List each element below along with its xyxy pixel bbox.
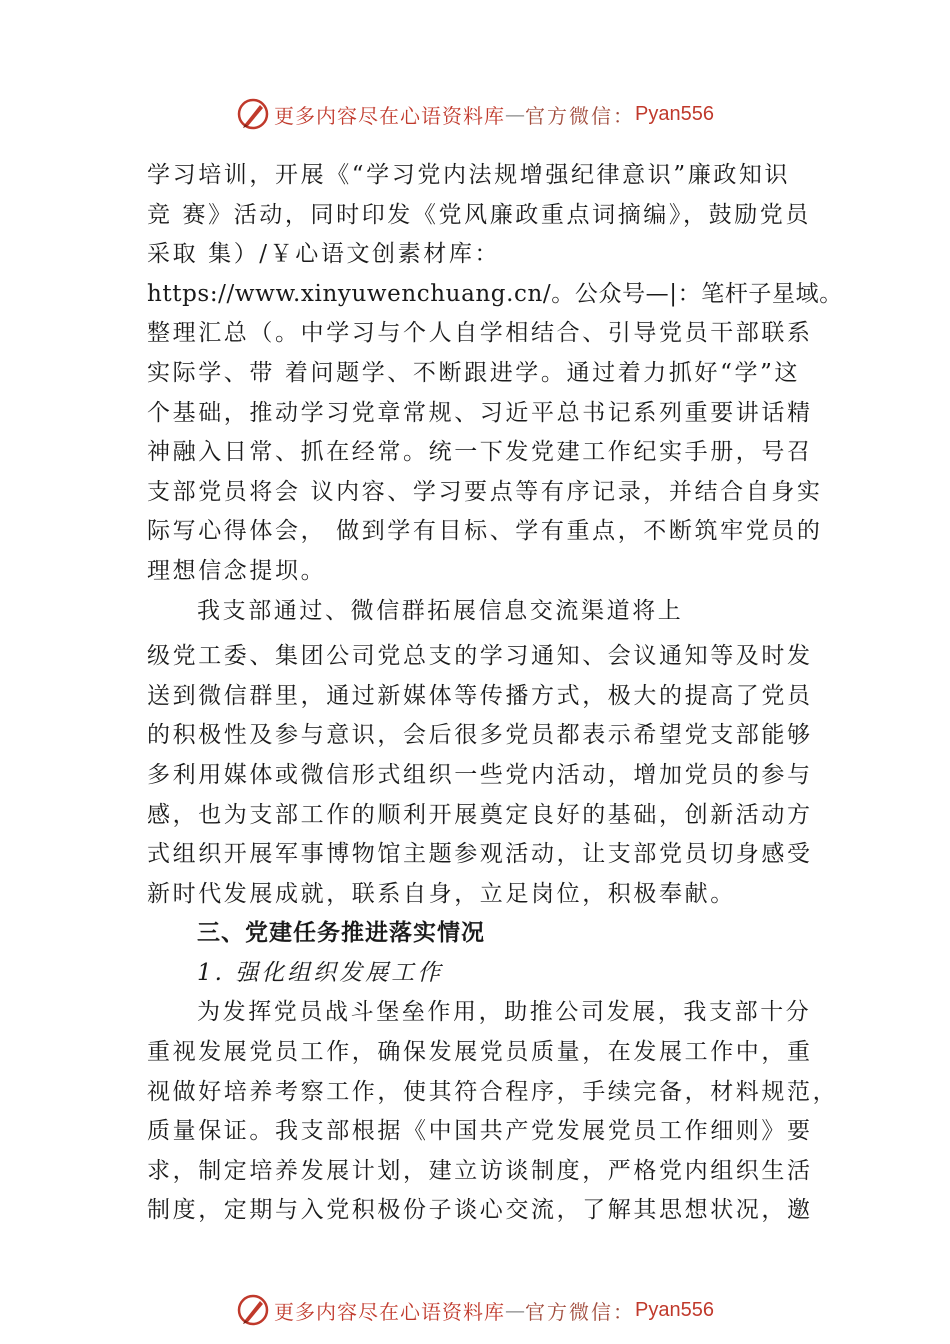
text-line: 我支部通过、微信群拓展信息交流渠道将上 bbox=[197, 597, 684, 624]
text-line: 视做好培养考察工作，使其符合程序，手续完备，材料规范， bbox=[147, 1078, 839, 1105]
text-line-url: https://www.xinyuwenchuang.cn/。公众号—|：笔杆子星域。 bbox=[147, 280, 843, 307]
paragraph-4 bbox=[147, 993, 837, 1231]
banner-dash: — bbox=[505, 1298, 526, 1322]
text-line: 式组织开展军事博物馆主题参观活动，让支部党员切身感受 bbox=[147, 841, 813, 868]
text-line: 的积极性及参与意识，会后很多党员都表示希望党支部能够 bbox=[147, 722, 813, 749]
text-line: 感，也为支部工作的顺利开展奠定良好的基础，创新活动方 bbox=[147, 801, 813, 828]
text-line: 质量保证。我支部根据《中国共产党发展党员工作细则》要 bbox=[147, 1118, 813, 1145]
text-line: 神融入日常、抓在经常。统一下发党建工作纪实手册，号召 bbox=[147, 439, 813, 466]
text-line: 新时代发展成就，联系自身，立足岗位，积极奉献。 bbox=[147, 880, 736, 907]
section-heading: 三、党建任务推进落实情况 bbox=[197, 920, 485, 947]
banner-title: 更多内容尽在心语资料库 bbox=[274, 103, 506, 128]
paragraph-1 bbox=[147, 156, 843, 592]
pen-logo-icon bbox=[236, 1293, 270, 1327]
header-banner bbox=[0, 94, 950, 134]
text-line: 竞 赛》活动，同时印发《党风廉政重点词摘编》，鼓励党员 bbox=[147, 201, 812, 228]
text-line: 实际学、带 着问题学、不断跟进学。通过着力抓好“学”这 bbox=[147, 359, 801, 386]
text-line: 多利用媒体或微信形式组织一些党内活动，增加党员的参与 bbox=[147, 761, 813, 788]
text-line: 为发挥党员战斗堡垒作用，助推公司发展，我支部十分 bbox=[197, 999, 812, 1026]
banner-wechat-label: 官方微信： bbox=[525, 103, 636, 128]
subsection-heading: 1. 强化组织发展工作 bbox=[197, 959, 444, 986]
banner-title: 更多内容尽在心语资料库 bbox=[274, 1299, 506, 1324]
banner-wechat-id: Pyan556 bbox=[635, 1298, 714, 1321]
text-line: 整理汇总（。中学习与个人自学相结合、引导党员干部联系 bbox=[147, 320, 813, 347]
footer-banner bbox=[0, 1290, 950, 1330]
banner-wechat-id: Pyan556 bbox=[635, 102, 714, 125]
text-line: 个基础，推动学习党章常规、习近平总书记系列重要讲话精 bbox=[147, 399, 813, 426]
text-line: 支部党员将会 议内容、学习要点等有序记录，并结合自身实 bbox=[147, 478, 823, 505]
text-line: 采取 集）/￥心语文创素材库： bbox=[147, 241, 501, 268]
paragraph-2 bbox=[147, 592, 837, 632]
text-line: 送到微信群里，通过新媒体等传播方式，极大的提高了党员 bbox=[147, 682, 813, 709]
text-line: 求，制定培养发展计划，建立访谈制度，严格党内组织生活 bbox=[147, 1157, 813, 1184]
banner-dash: — bbox=[505, 102, 526, 126]
text-line: 制度，定期与入党积极份子谈心交流，了解其思想状况，邀 bbox=[147, 1197, 813, 1224]
text-line: 际写心得体会， 做到学有目标、学有重点，不断筑牢党员的 bbox=[147, 518, 823, 545]
text-line: 重视发展党员工作，确保发展党员质量，在发展工作中，重 bbox=[147, 1039, 813, 1066]
paragraph-3 bbox=[147, 637, 837, 914]
text-line: 理想信念提坝。 bbox=[147, 557, 327, 584]
pen-logo-icon bbox=[236, 97, 270, 131]
banner-wechat-label: 官方微信： bbox=[525, 1299, 636, 1324]
document-body bbox=[147, 156, 843, 1231]
text-line: 级党工委、集团公司党总支的学习通知、会议通知等及时发 bbox=[147, 643, 813, 670]
text-line: 学习培训，开展《“学习党内法规增强纪律意识”廉政知识 bbox=[147, 162, 791, 188]
